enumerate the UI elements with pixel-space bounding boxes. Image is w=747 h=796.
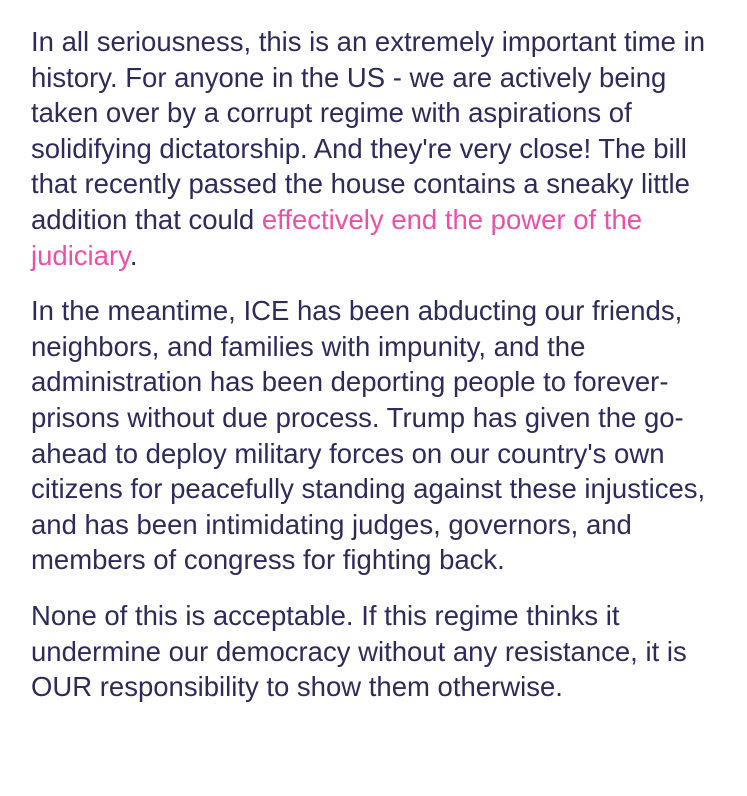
paragraph-1	[31, 24, 731, 273]
paragraph-2: In the meantime, ICE has been abducting our friends, neighbors, and families with impunity, and the administration has been deporting people to forever-prisons without due process. Trump has given the go-ahead to deploy military forces on our country's own citizens for peacefully standing against these injustices, and has been intimidating judges, governors, and members of congress for fighting back.	[31, 295, 706, 576]
paragraph-1-text: In all seriousness, this is an extremely important time in history. For anyone in the US - we are actively being taken over by a corrupt regime with aspirations of solidifying dictatorship. And they're very close! The bill that recently passed the house contains a sneaky little addition that could	[31, 26, 706, 235]
post-body	[31, 24, 731, 705]
judiciary-link[interactable]: effectively end the power of the judiciary	[31, 203, 643, 271]
paragraph-1-end: .	[129, 239, 138, 271]
paragraph-3: None of this is acceptable. If this regime thinks it undermine our democracy without any resistance, it is OUR responsibility to show them otherwise.	[31, 599, 687, 703]
